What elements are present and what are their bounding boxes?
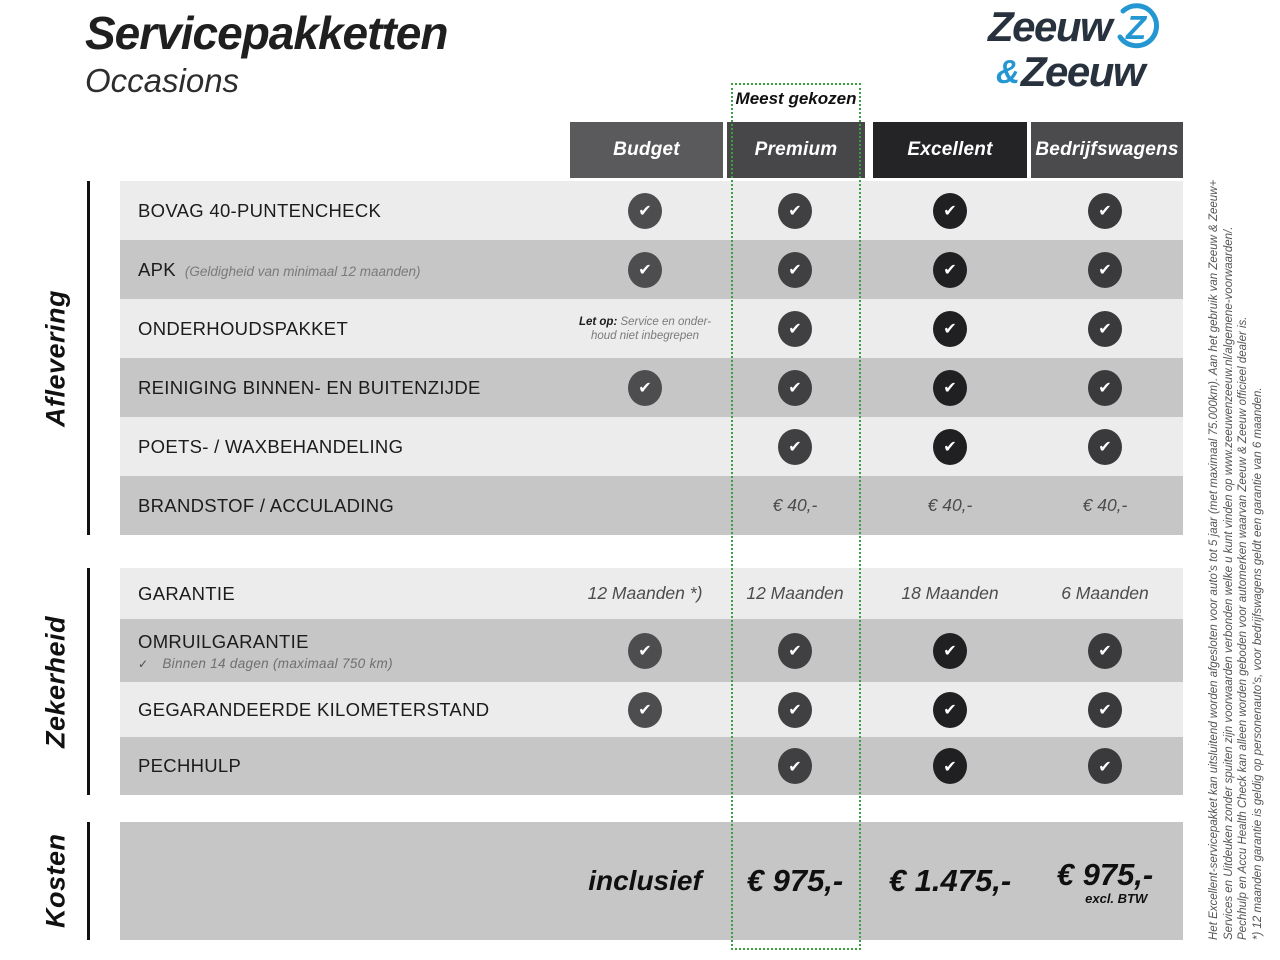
price-value: € 40,- bbox=[1082, 495, 1128, 515]
cost-value-bedrijfswagens: € 975,- bbox=[1056, 856, 1154, 892]
small-check-icon: ✓ bbox=[138, 656, 149, 671]
warranty-value: 6 Maanden bbox=[1061, 583, 1149, 603]
check-icon: ✔ bbox=[933, 748, 967, 784]
price-value: € 40,- bbox=[772, 495, 818, 515]
zeeuw-logo bbox=[988, 3, 1163, 95]
table-row-omruilgarantie bbox=[120, 619, 1183, 682]
section-divider-zekerheid bbox=[87, 568, 90, 795]
section-divider-kosten bbox=[87, 822, 90, 940]
check-icon: ✔ bbox=[628, 252, 662, 288]
column-header-bedrijfswagens: Bedrijfswagens bbox=[1031, 122, 1183, 178]
warranty-value: 12 Maanden bbox=[746, 583, 844, 603]
svg-text:Z: Z bbox=[1126, 9, 1147, 46]
table-row-reiniging bbox=[120, 358, 1183, 417]
row-label: PECHHULP bbox=[138, 755, 242, 776]
row-label: APK bbox=[138, 258, 176, 280]
check-icon: ✔ bbox=[628, 692, 662, 728]
check-icon: ✔ bbox=[933, 370, 967, 406]
check-icon: ✔ bbox=[778, 193, 812, 229]
section-divider-aflevering bbox=[87, 181, 90, 535]
logo-word-1: Zeeuw bbox=[988, 3, 1112, 50]
check-icon: ✔ bbox=[933, 311, 967, 347]
row-label: GARANTIE bbox=[138, 582, 235, 604]
check-icon: ✔ bbox=[778, 429, 812, 465]
table-row-poets bbox=[120, 417, 1183, 476]
row-label: POETS- / WAXBEHANDELING bbox=[138, 435, 404, 457]
section-label-aflevering: Aflevering bbox=[40, 289, 71, 427]
table-row-garantie bbox=[120, 568, 1183, 619]
check-icon: ✔ bbox=[778, 633, 812, 669]
section-label-zekerheid: Zekerheid bbox=[40, 615, 71, 748]
column-header-budget: Budget bbox=[570, 122, 723, 178]
logo-ampersand: & bbox=[996, 53, 1020, 90]
check-icon: ✔ bbox=[778, 748, 812, 784]
check-icon: ✔ bbox=[778, 370, 812, 406]
check-icon: ✔ bbox=[1088, 692, 1122, 728]
table-row-pechhulp bbox=[120, 737, 1183, 795]
column-header-excellent: Excellent bbox=[873, 122, 1027, 178]
check-icon: ✔ bbox=[933, 252, 967, 288]
check-icon: ✔ bbox=[1088, 252, 1122, 288]
check-icon: ✔ bbox=[1088, 193, 1122, 229]
page-subtitle: Occasions bbox=[85, 62, 240, 99]
cost-value-premium: € 975,- bbox=[746, 863, 844, 898]
column-header-premium: Premium bbox=[727, 122, 865, 178]
check-icon: ✔ bbox=[1088, 311, 1122, 347]
row-label: ONDERHOUDSPAKKET bbox=[138, 317, 349, 339]
table-row-brandstof bbox=[120, 476, 1183, 535]
page-title: Servicepakketten bbox=[85, 7, 448, 59]
title-block bbox=[85, 6, 447, 100]
check-icon: ✔ bbox=[1088, 633, 1122, 669]
note-service-not-included: Let op: Service en onder- houd niet inbegrepen bbox=[578, 315, 712, 342]
footnote-text: Het Excellent-servicepakket kan uitsluitend worden afgesloten voor auto's tot 5 jaar (met maximaal 75.000km). Aan het gebruik van Zeeuw & Zeeuw+ Services en Uitdeuken zonder spuiten zijn voorwaarden verbonden welke u kunt vinden op www.zeeuwenzeeuw.nl/algemene-voorwaarden/. Pechhulp en Accu Health Check kan alleen worden geboden voor automerken waarvan Zeeuw & Zeeuw officieel dealer is. *) 12 maanden garantie is geldig op personenauto's, voor bedrijfswagens geldt een garantie van 6 maanden. bbox=[1208, 179, 1264, 940]
check-icon: ✔ bbox=[628, 193, 662, 229]
check-icon: ✔ bbox=[933, 692, 967, 728]
check-icon: ✔ bbox=[778, 252, 812, 288]
warranty-value: 18 Maanden bbox=[901, 583, 999, 603]
excl-btw-note: excl. BTW bbox=[1085, 890, 1148, 906]
table-row-kilometerstand bbox=[120, 682, 1183, 737]
check-icon: ✔ bbox=[628, 370, 662, 406]
check-icon: ✔ bbox=[1088, 370, 1122, 406]
price-value: € 40,- bbox=[927, 495, 973, 515]
row-sublabel: (Geldigheid van minimaal 12 maanden) bbox=[184, 263, 421, 279]
table-row-bovag bbox=[120, 181, 1183, 240]
table-row-onderhoudspakket bbox=[120, 299, 1183, 358]
row-label: OMRUILGARANTIE bbox=[138, 630, 309, 652]
check-icon: ✔ bbox=[1088, 429, 1122, 465]
check-icon: ✔ bbox=[778, 692, 812, 728]
check-icon: ✔ bbox=[933, 633, 967, 669]
check-icon: ✔ bbox=[628, 633, 662, 669]
row-label: GEGARANDEERDE KILOMETERSTAND bbox=[138, 698, 490, 720]
row-sublabel: Binnen 14 dagen (maximaal 750 km) bbox=[162, 655, 393, 671]
table-row-apk bbox=[120, 240, 1183, 299]
cost-value-excellent: € 1.475,- bbox=[888, 863, 1012, 898]
row-label: BRANDSTOF / ACCULADING bbox=[138, 494, 395, 516]
cost-value-budget: inclusief bbox=[588, 865, 702, 896]
most-chosen-badge: Meest gekozen bbox=[735, 89, 857, 108]
check-icon: ✔ bbox=[933, 193, 967, 229]
check-icon: ✔ bbox=[778, 311, 812, 347]
table-row-kosten bbox=[120, 822, 1183, 940]
row-label: BOVAG 40-PUNTENCHECK bbox=[138, 199, 382, 221]
check-icon: ✔ bbox=[1088, 748, 1122, 784]
warranty-value: 12 Maanden *) bbox=[587, 583, 703, 603]
check-icon: ✔ bbox=[933, 429, 967, 465]
section-label-kosten: Kosten bbox=[40, 833, 71, 929]
logo-word-2: Zeeuw bbox=[1020, 48, 1145, 95]
row-label: REINIGING BINNEN- EN BUITENZIJDE bbox=[138, 376, 481, 398]
